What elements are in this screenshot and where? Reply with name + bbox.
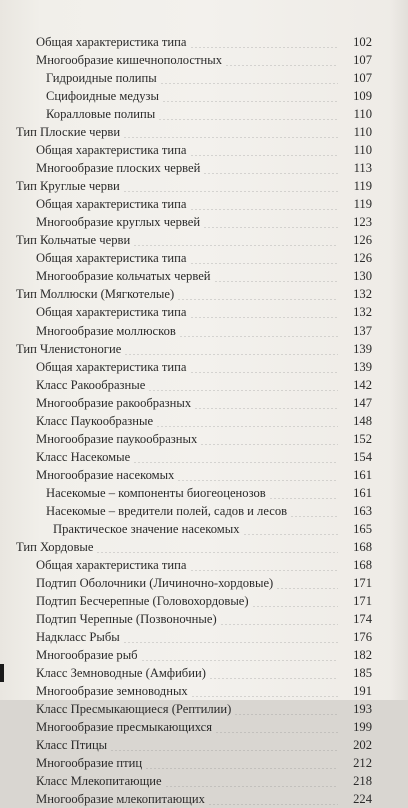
- leader-dots: [234, 714, 338, 715]
- toc-entry-page: 176: [353, 630, 372, 645]
- dot-leader: [123, 628, 338, 646]
- toc-entry-title: Тип Плоские черви: [16, 125, 121, 140]
- toc-entry-title: Тип Моллюски (Мягкотелые): [16, 287, 175, 302]
- leader-dots: [133, 245, 338, 246]
- toc-entry: [0, 412, 408, 430]
- toc-entry: [0, 105, 408, 123]
- toc-entry-title: Многообразие рыб: [36, 648, 138, 663]
- dot-leader: [190, 249, 338, 267]
- toc-entry-page: 107: [353, 71, 372, 86]
- dot-leader: [194, 394, 338, 412]
- leader-dots: [243, 534, 338, 535]
- dot-leader: [177, 285, 338, 303]
- toc-entry-title: Подтип Бесчерепные (Головохордовые): [36, 593, 249, 608]
- leader-dots: [194, 408, 338, 409]
- toc-entry-page: 109: [353, 89, 372, 104]
- dot-leader: [200, 430, 338, 448]
- dot-leader: [234, 700, 338, 718]
- toc-entry: [0, 556, 408, 574]
- toc-entry-title: Тип Круглые черви: [16, 179, 120, 194]
- leader-dots: [123, 191, 338, 192]
- toc-entry-title: Многообразие млекопитающих: [36, 792, 205, 807]
- toc-entry-title: Класс Млекопитающие: [36, 774, 162, 789]
- toc-entry-page: 119: [353, 179, 372, 194]
- toc-entry: [0, 267, 408, 285]
- toc-entry-title: Общая характеристика типа: [36, 197, 187, 212]
- toc-entry-page: 119: [353, 197, 372, 212]
- toc-entry-title: Подтип Оболочники (Личиночно-хордовые): [36, 575, 274, 590]
- toc-entry-title: Класс Пресмыкающиеся (Рептилии): [36, 702, 232, 717]
- dot-leader: [252, 592, 338, 610]
- toc-entry: [0, 231, 408, 249]
- toc-entry: [0, 285, 408, 303]
- toc-entry-title: Гидроидные полипы: [46, 71, 157, 86]
- toc-entry: [0, 51, 408, 69]
- toc-entry: [0, 484, 408, 502]
- toc-entry: [0, 430, 408, 448]
- dot-leader: [124, 340, 338, 358]
- toc-entry-page: 130: [353, 269, 372, 284]
- leader-dots: [160, 83, 338, 84]
- dot-leader: [110, 736, 338, 754]
- toc-entry: [0, 664, 408, 682]
- dot-leader: [179, 322, 338, 340]
- toc-entry-title: Тип Кольчатые черви: [16, 233, 131, 248]
- toc-entry-title: Многообразие паукообразных: [36, 431, 198, 446]
- toc-entry-title: Многообразие моллюсков: [36, 323, 176, 338]
- toc-entry-title: Класс Насекомые: [36, 449, 131, 464]
- dot-leader: [190, 303, 338, 321]
- leader-dots: [145, 768, 338, 769]
- dot-leader: [191, 682, 338, 700]
- leader-dots: [141, 660, 338, 661]
- toc-entry-page: 168: [353, 557, 372, 572]
- leader-dots: [190, 317, 338, 318]
- leader-dots: [190, 372, 338, 373]
- toc-entry-title: Многообразие кольчатых червей: [36, 269, 211, 284]
- leader-dots: [269, 498, 338, 499]
- toc-entry-title: Многообразие пресмыкающихся: [36, 720, 213, 735]
- toc-entry-title: Класс Земноводные (Амфибии): [36, 666, 206, 681]
- leader-dots: [190, 209, 338, 210]
- dot-leader: [290, 502, 338, 520]
- leader-dots: [290, 516, 338, 517]
- toc-entry: [0, 520, 408, 538]
- dot-leader: [276, 574, 338, 592]
- toc-entry-page: 182: [353, 648, 372, 663]
- toc-entry: [0, 772, 408, 790]
- toc-entry: [0, 249, 408, 267]
- toc-entry-title: Надкласс Рыбы: [36, 630, 120, 645]
- toc-entry-title: Общая характеристика типа: [36, 143, 187, 158]
- leader-dots: [148, 390, 338, 391]
- toc-entry-title: Многообразие кишечнополостных: [36, 53, 222, 68]
- toc-entry-title: Тип Членистоногие: [16, 341, 122, 356]
- toc-entry-page: 212: [353, 756, 372, 771]
- leader-dots: [124, 354, 338, 355]
- toc-entry-title: Коралловые полипы: [46, 107, 156, 122]
- toc-entry: [0, 213, 408, 231]
- toc-entry-page: 165: [353, 521, 372, 536]
- toc-entry-page: 132: [353, 287, 372, 302]
- toc-entry-page: 191: [353, 684, 372, 699]
- toc-entry-title: Сцифоидные медузы: [46, 89, 159, 104]
- toc-entry-title: Многообразие земноводных: [36, 684, 188, 699]
- dot-leader: [203, 159, 338, 177]
- toc-entry-title: Многообразие плоских червей: [36, 161, 201, 176]
- toc-entry-page: 171: [353, 593, 372, 608]
- toc-entry-title: Класс Паукообразные: [36, 413, 154, 428]
- toc-entry-page: 137: [353, 323, 372, 338]
- toc-entry: [0, 628, 408, 646]
- dot-leader: [209, 664, 338, 682]
- leader-dots: [123, 137, 338, 138]
- toc-entry-title: Общая характеристика типа: [36, 35, 187, 49]
- leader-dots: [191, 696, 338, 697]
- toc-entry: [0, 358, 408, 376]
- toc-entry: [0, 87, 408, 105]
- toc-entry: [0, 574, 408, 592]
- toc-entry-page: 161: [353, 467, 372, 482]
- toc-entry: [0, 394, 408, 412]
- toc-entry-page: 107: [353, 53, 372, 68]
- dot-leader: [190, 358, 338, 376]
- leader-dots: [220, 624, 338, 625]
- toc-entry-title: Общая характеристика типа: [36, 251, 187, 266]
- leader-dots: [203, 227, 338, 228]
- toc-entry-title: Многообразие насекомых: [36, 467, 175, 482]
- toc-entry-page: 123: [353, 215, 372, 230]
- leader-dots: [177, 299, 338, 300]
- toc-entry: [0, 682, 408, 700]
- toc-entry: [0, 340, 408, 358]
- dot-leader: [214, 267, 338, 285]
- toc-entry-page: 202: [353, 738, 372, 753]
- toc-entry-page: 110: [353, 125, 372, 140]
- toc-entry-page: 161: [353, 485, 372, 500]
- leader-dots: [177, 480, 338, 481]
- toc-entry: [0, 177, 408, 195]
- toc-entry: [0, 790, 408, 808]
- leader-dots: [190, 570, 338, 571]
- leader-dots: [203, 173, 338, 174]
- leader-dots: [252, 606, 338, 607]
- toc-entry: [0, 610, 408, 628]
- dot-leader: [203, 213, 338, 231]
- dot-leader: [160, 69, 338, 87]
- toc-entry: [0, 448, 408, 466]
- toc-entry-page: 171: [353, 575, 372, 590]
- dot-leader: [158, 105, 338, 123]
- toc-entry: [0, 159, 408, 177]
- leader-dots: [165, 786, 338, 787]
- dot-leader: [215, 718, 338, 736]
- toc-entry: [0, 466, 408, 484]
- toc-entry-page: 224: [353, 792, 372, 807]
- leader-dots: [110, 750, 338, 751]
- toc-entry-title: Многообразие птиц: [36, 756, 143, 771]
- toc-entry-page: 110: [353, 143, 372, 158]
- toc-entry: [0, 33, 408, 51]
- toc-entry: [0, 195, 408, 213]
- dot-leader: [133, 448, 338, 466]
- toc-entry-title: Подтип Черепные (Позвоночные): [36, 612, 217, 626]
- dot-leader: [269, 484, 338, 502]
- toc-entry-page: 174: [353, 612, 372, 626]
- leader-dots: [215, 732, 338, 733]
- dot-leader: [123, 123, 338, 141]
- dot-leader: [208, 790, 338, 808]
- toc-entry-title: Общая характеристика типа: [36, 359, 187, 374]
- dot-leader: [165, 772, 338, 790]
- dot-leader: [148, 376, 338, 394]
- toc-entry-page: 147: [353, 395, 372, 410]
- dot-leader: [145, 754, 338, 772]
- toc-entry-page: 126: [353, 251, 372, 266]
- dot-leader: [156, 412, 338, 430]
- dot-leader: [190, 556, 338, 574]
- toc-entry-page: 154: [353, 449, 372, 464]
- dot-leader: [220, 610, 338, 628]
- table-of-contents: [0, 33, 408, 808]
- leader-dots: [158, 119, 338, 120]
- toc-entry: [0, 754, 408, 772]
- leader-dots: [214, 281, 338, 282]
- leader-dots: [276, 588, 338, 589]
- leader-dots: [190, 47, 338, 48]
- toc-entry-page: 193: [353, 702, 372, 717]
- toc-entry-title: Класс Ракообразные: [36, 377, 146, 392]
- toc-entry-page: 132: [353, 305, 372, 320]
- leader-dots: [179, 336, 338, 337]
- dot-leader: [243, 520, 338, 538]
- toc-entry-page: 110: [353, 107, 372, 122]
- toc-entry-page: 102: [353, 35, 372, 49]
- toc-entry-title: Тип Хордовые: [16, 539, 94, 554]
- dot-leader: [96, 538, 338, 556]
- toc-entry-page: 152: [353, 431, 372, 446]
- margin-mark: [0, 664, 4, 682]
- toc-entry-title: Насекомые – вредители полей, садов и лесов: [46, 503, 288, 518]
- toc-entry-title: Общая характеристика типа: [36, 557, 187, 572]
- toc-entry: [0, 700, 408, 718]
- dot-leader: [190, 141, 338, 159]
- toc-entry: [0, 141, 408, 159]
- toc-entry: [0, 646, 408, 664]
- leader-dots: [209, 678, 338, 679]
- toc-entry: [0, 538, 408, 556]
- dot-leader: [225, 51, 338, 69]
- dot-leader: [190, 195, 338, 213]
- toc-entry: [0, 322, 408, 340]
- toc-entry-title: Класс Птицы: [36, 738, 108, 753]
- toc-entry-page: 199: [353, 720, 372, 735]
- toc-entry: [0, 69, 408, 87]
- leader-dots: [200, 444, 338, 445]
- leader-dots: [190, 263, 338, 264]
- dot-leader: [190, 33, 338, 51]
- toc-entry-title: Многообразие ракообразных: [36, 395, 192, 410]
- leader-dots: [162, 101, 338, 102]
- dot-leader: [141, 646, 338, 664]
- toc-entry-title: Общая характеристика типа: [36, 305, 187, 320]
- toc-entry-title: Насекомые – компоненты биогеоценозов: [46, 485, 266, 500]
- leader-dots: [156, 426, 338, 427]
- leader-dots: [133, 462, 338, 463]
- dot-leader: [162, 87, 338, 105]
- toc-entry: [0, 303, 408, 321]
- toc-entry: [0, 376, 408, 394]
- toc-entry: [0, 592, 408, 610]
- toc-entry: [0, 718, 408, 736]
- toc-entry-page: 126: [353, 233, 372, 248]
- leader-dots: [190, 155, 338, 156]
- toc-entry: [0, 502, 408, 520]
- toc-entry-page: 142: [353, 377, 372, 392]
- toc-entry-page: 113: [353, 161, 372, 176]
- toc-entry-page: 139: [353, 341, 372, 356]
- toc-entry: [0, 123, 408, 141]
- toc-entry-title: Многообразие круглых червей: [36, 215, 201, 230]
- leader-dots: [123, 642, 338, 643]
- toc-entry-page: 218: [353, 774, 372, 789]
- toc-entry-title: Практическое значение насекомых: [53, 521, 240, 536]
- toc-entry-page: 139: [353, 359, 372, 374]
- dot-leader: [177, 466, 338, 484]
- toc-entry-page: 148: [353, 413, 372, 428]
- toc-entry: [0, 736, 408, 754]
- dot-leader: [123, 177, 338, 195]
- leader-dots: [225, 65, 338, 66]
- toc-entry-page: 185: [353, 666, 372, 681]
- toc-entry-page: 163: [353, 503, 372, 518]
- toc-entry-page: 168: [353, 539, 372, 554]
- dot-leader: [133, 231, 338, 249]
- leader-dots: [208, 804, 338, 805]
- leader-dots: [96, 552, 338, 553]
